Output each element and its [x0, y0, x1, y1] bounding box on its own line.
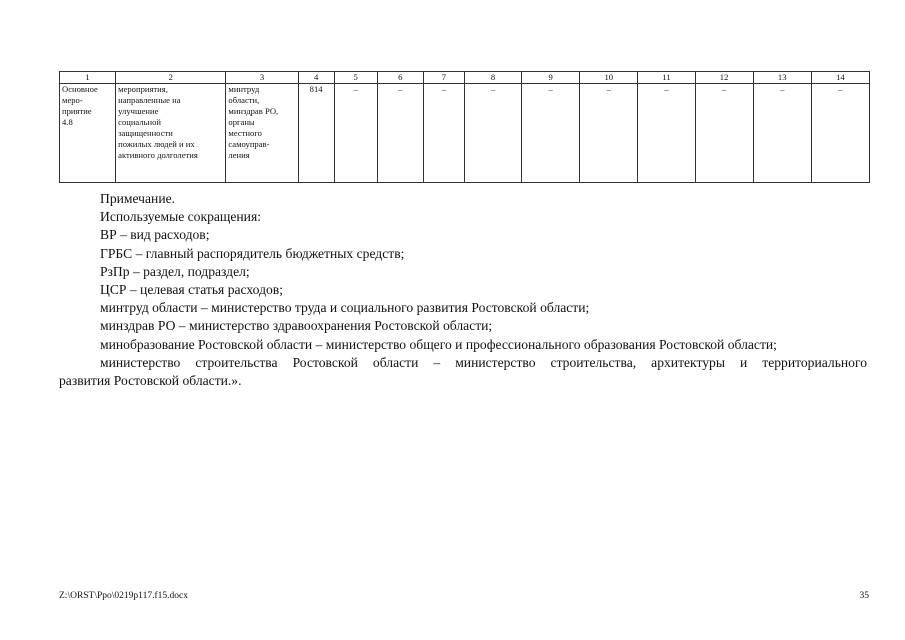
cell-code: 814	[298, 84, 334, 183]
note-line: минтруд области – министерство труда и социального развития Ростовской области;	[100, 300, 590, 316]
cell-value: –	[334, 84, 377, 183]
note-line: ЦСР – целевая статья расходов;	[100, 282, 283, 298]
col-header: 2	[116, 72, 226, 84]
col-header: 6	[377, 72, 423, 84]
table-header-row	[60, 72, 870, 84]
cell-value: –	[638, 84, 695, 183]
col-header: 10	[580, 72, 638, 84]
col-header: 11	[638, 72, 695, 84]
notes-section	[59, 190, 867, 390]
page-number: 35	[859, 591, 869, 601]
col-header: 9	[522, 72, 580, 84]
col-header: 7	[423, 72, 464, 84]
col-header: 13	[753, 72, 811, 84]
note-line: ВР – вид расходов;	[100, 227, 210, 243]
note-line: РзПр – раздел, подраздел;	[100, 263, 250, 279]
note-line: минобразование Ростовской области – министерство общего и профессионального образования Ростовской области;	[100, 336, 777, 352]
cell-value: –	[377, 84, 423, 183]
col-header: 4	[298, 72, 334, 84]
data-table	[59, 71, 870, 183]
cell-value: –	[522, 84, 580, 183]
cell-executors: минтруд области, минздрав РО, органы местного самоуправ- ления	[226, 84, 298, 183]
cell-value: –	[695, 84, 753, 183]
cell-value: –	[464, 84, 521, 183]
cell-value: –	[753, 84, 811, 183]
footer-file-path: Z:\ORST\Ppo\0219p117.f15.docx	[59, 591, 188, 601]
cell-activity-description: мероприятия, направленные на улучшение социальной защищенности пожилых людей и их активного долголетия	[116, 84, 226, 183]
table-row	[60, 84, 870, 183]
col-header: 5	[334, 72, 377, 84]
note-heading: Примечание.	[100, 191, 176, 206]
cell-value: –	[811, 84, 869, 183]
note-line: минздрав РО – министерство здравоохранения Ростовской области;	[100, 318, 493, 334]
col-header: 14	[811, 72, 869, 84]
note-line: ГРБС – главный распорядитель бюджетных средств;	[100, 245, 405, 261]
note-line-continuation: развития Ростовской области.».	[59, 373, 242, 389]
note-line: министерство строительства Ростовской области – министерство строительства, архитектуры и территориального	[100, 354, 867, 370]
note-line: Используемые сокращения:	[100, 209, 261, 225]
col-header: 8	[464, 72, 521, 84]
cell-activity-name: Основное меро- приятие 4.8	[60, 84, 116, 183]
col-header: 3	[226, 72, 298, 84]
col-header: 12	[695, 72, 753, 84]
col-header: 1	[60, 72, 116, 84]
cell-value: –	[580, 84, 638, 183]
cell-value: –	[423, 84, 464, 183]
